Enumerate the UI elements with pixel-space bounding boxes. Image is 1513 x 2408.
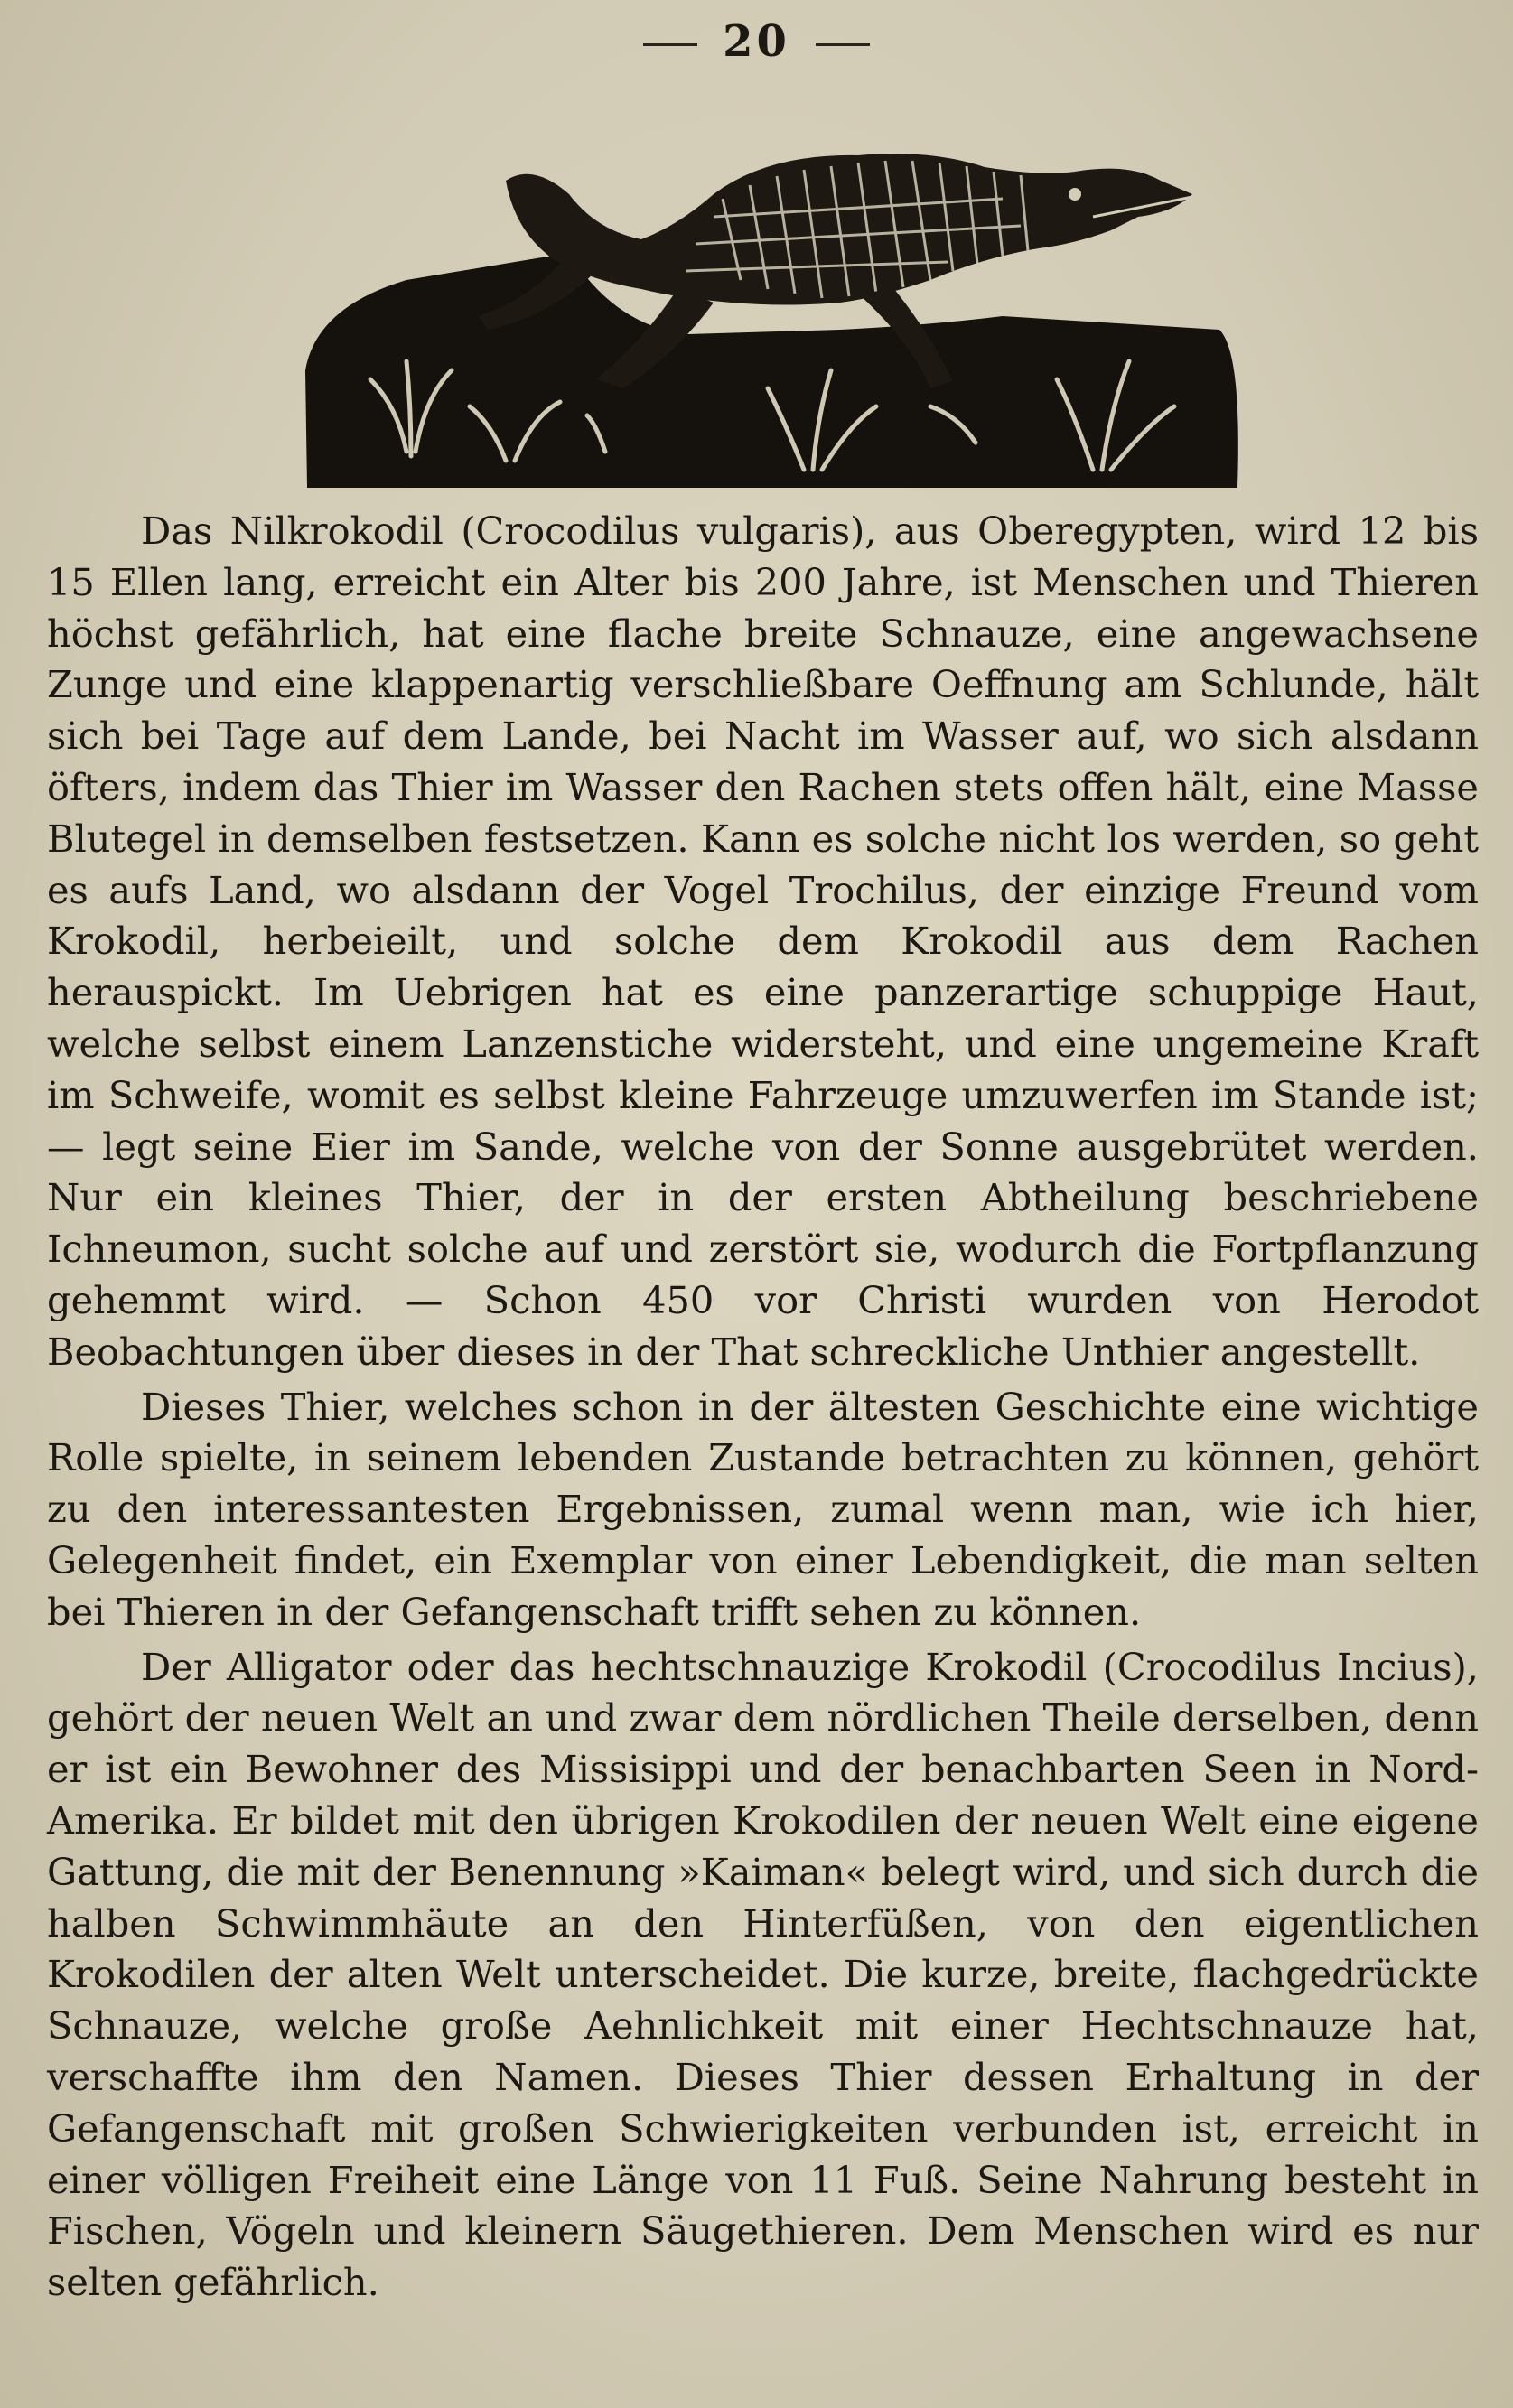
- paragraph-history: Dieses Thier, welches schon in der ältesten Geschichte eine wichtige Rolle spielte, in seinem lebenden Zustande betrachten zu können, gehört zu den interessantesten Ergebnissen, zumal wenn man, wie ich hier, Gelegenheit findet, ein Exemplar von einer Lebendigkeit, die man selten bei Thieren in der Gefangenschaft trifft sehen zu können.: [47, 1384, 1479, 1634]
- header-dash-left: [643, 43, 697, 46]
- page-number: 20: [723, 16, 790, 67]
- crocodile-woodcut: [298, 145, 1251, 488]
- header-dash-right: [816, 43, 870, 46]
- paragraph-alligator: Der Alligator oder das hechtschnauzige Krokodil (Crocodilus Incius), gehört der neuen Welt an und zwar dem nördlichen Theile derselben, denn er ist ein Bewohner des Missisippi und der benachbarten Seen in Nord-Amerika. Er bildet mit den übrigen Krokodilen der neuen Welt eine eigene Gattung, die mit der Benennung »Kaiman« belegt wird, und sich durch die halben Schwimmhäute an den Hinterfüßen, von den eigentlichen Krokodilen der alten Welt unterscheidet. Die kurze, breite, flachgedrückte Schnauze, welche große Aehnlichkeit mit einer Hechtschnauze hat, verschaffte ihm den Namen. Dieses Thier dessen Erhaltung in der Gefangenschaft mit großen Schwierigkeiten verbunden ist, erreicht in einer völligen Freiheit eine Länge von 11 Fuß. Seine Nahrung besteht in Fischen, Vögeln und kleinern Säugethieren. Dem Menschen wird es nur selten gefährlich.: [47, 1644, 1479, 2305]
- page-header: [0, 16, 1513, 67]
- paragraph-nile-crocodile: Das Nilkrokodil (Crocodilus vulgaris), aus Oberegypten, wird 12 bis 15 Ellen lang, erreicht ein Alter bis 200 Jahre, ist Menschen und Thieren höchst gefährlich, hat eine flache breite Schnauze, eine angewachsene Zunge und eine klappenartig verschließbare Oeffnung am Schlunde, hält sich bei Tage auf dem Lande, bei Nacht im Wasser auf, wo sich alsdann öfters, indem das Thier im Wasser den Rachen stets offen hält, eine Masse Blutegel in demselben festsetzen. Kann es solche nicht los werden, so geht es aufs Land, wo alsdann der Vogel Trochilus, der einzige Freund vom Krokodil, herbeieilt, und solche dem Krokodil aus dem Rachen herauspickt. Im Uebrigen hat es eine panzerartige schuppige Haut, welche selbst einem Lanzenstiche widersteht, und eine ungemeine Kraft im Schweife, womit es selbst kleine Fahrzeuge umzuwerfen im Stande ist; — legt seine Eier im Sande, welche von der Sonne ausgebrütet werden. Nur ein kleines Thier, der in der ersten Abtheilung beschriebene Ichneumon, sucht solche auf und zerstört sie, wodurch die Fortpflanzung gehemmt wird. — Schon 450 vor Christi wurden von Herodot Beobachtungen über dieses in der That schreckliche Unthier angestellt.: [47, 509, 1479, 1374]
- body-text: [47, 506, 1479, 2309]
